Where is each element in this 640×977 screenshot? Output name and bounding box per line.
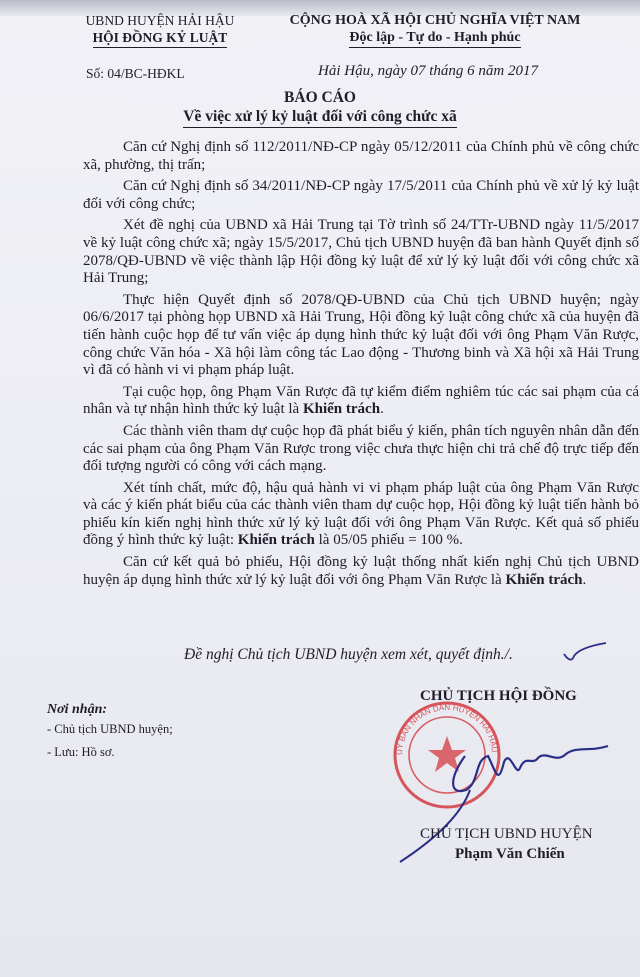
signer-role: CHỦ TỊCH HỘI ĐỒNG xyxy=(420,688,577,704)
place-date: Hải Hậu, ngày 07 tháng 6 năm 2017 xyxy=(318,63,538,79)
paragraph-6: Các thành viên tham dự cuộc họp đã phát biểu ý kiến, phân tích nguyên nhân dẫn đến các sai phạm của ông Phạm Văn Rược trong việc chưa thực hiện chi trả chế độ trực tiếp đến đối tượng người có công với cách mạng. xyxy=(83,422,639,475)
document-title: BÁO CÁO xyxy=(284,89,356,106)
paragraph-8: Căn cứ kết quả bỏ phiếu, Hội đồng kỷ luật thống nhất kiến nghị Chủ tịch UBND huyện áp dụng hình thức xử lý kỷ luật đối với ông Phạm Văn Rược là Khiển trách. xyxy=(83,554,639,588)
recipient-item: - Lưu: Hồ sơ. xyxy=(47,745,115,759)
national-motto xyxy=(265,12,605,48)
handwritten-tick-mark xyxy=(560,640,610,664)
closing-request: Đề nghị Chủ tịch UBND huyện xem xét, quyết định./. xyxy=(184,646,513,663)
document-number: Số: 04/BC-HĐKL xyxy=(86,66,185,81)
paragraph-2: Căn cứ Nghị định số 34/2011/NĐ-CP ngày 17/5/2011 của Chính phủ về xử lý kỷ luật đối với công chức; xyxy=(83,178,639,212)
signer-name: Phạm Văn Chiến xyxy=(455,846,565,862)
document-body xyxy=(83,139,639,589)
paragraph-1: Căn cứ Nghị định số 112/2011/NĐ-CP ngày 05/12/2011 của Chính phủ về công chức xã, phường, thị trấn; xyxy=(83,139,639,173)
paragraph-7: Xét tính chất, mức độ, hậu quả hành vi vi phạm pháp luật của ông Phạm Văn Rược và các ý kiến phát biểu của các thành viên tham dự cuộc họp, Hội đồng kỷ luật tiến hành bỏ phiếu kín kiến nghị hình thức xử lý kỷ luật đối với ông Phạm Văn Rược. Kết quả số phiếu đồng ý hình thức kỷ luật: Khiển trách là 05/05 phiếu = 100 %. xyxy=(83,479,639,549)
recipients-heading: Nơi nhận: xyxy=(47,702,108,717)
document-subtitle: Về việc xử lý kỷ luật đối với công chức xã xyxy=(0,108,640,128)
org-line-2: HỘI ĐỒNG KỶ LUẬT xyxy=(60,29,260,48)
nation-line-1: CỘNG HOÀ XÃ HỘI CHỦ NGHĨA VIỆT NAM xyxy=(289,13,581,28)
issuing-organization xyxy=(60,12,260,48)
nation-line-2: Độc lập - Tự do - Hạnh phúc xyxy=(265,29,605,48)
signer-position: CHỦ TỊCH UBND HUYỆN xyxy=(420,826,593,842)
paragraph-3: Xét đề nghị của UBND xã Hải Trung tại Tờ trình số 24/TTr-UBND ngày 11/5/2017 về kỷ luật công chức xã; ngày 15/5/2017, Chủ tịch UBND huyện đã ban hành Quyết định số 2078/QĐ-UBND về việc thành lập Hội đồng kỷ luật để xử lý kỷ luật đối với công chức xã Hải Trung; xyxy=(83,217,639,287)
handwritten-signature xyxy=(370,716,620,866)
paragraph-5: Tại cuộc họp, ông Phạm Văn Rược đã tự kiểm điểm nghiêm túc các sai phạm của cá nhân và tự nhận hình thức kỷ luật là Khiển trách. xyxy=(83,383,639,418)
recipient-item: - Chủ tịch UBND huyện; xyxy=(47,722,173,736)
org-line-1: UBND HUYỆN HẢI HẬU xyxy=(85,13,235,28)
paragraph-4: Thực hiện Quyết định số 2078/QĐ-UBND của Chủ tịch UBND huyện; ngày 06/6/2017 tại phòng họp UBND xã Hải Trung, Hội đồng kỷ luật công chức xã của huyện đã tiến hành cuộc họp để tư vấn việc áp dụng hình thức kỷ luật đối với ông Phạm Văn Rược, công chức Văn hóa - Xã hội làm công tác Lao động - Thương binh và Xã hội xã Hải Trung vì đã có hành vi vi phạm pháp luật. xyxy=(83,291,639,379)
seal-text: ỦY BAN NHÂN DÂN HUYỆN HẢI HẬU xyxy=(394,702,499,756)
